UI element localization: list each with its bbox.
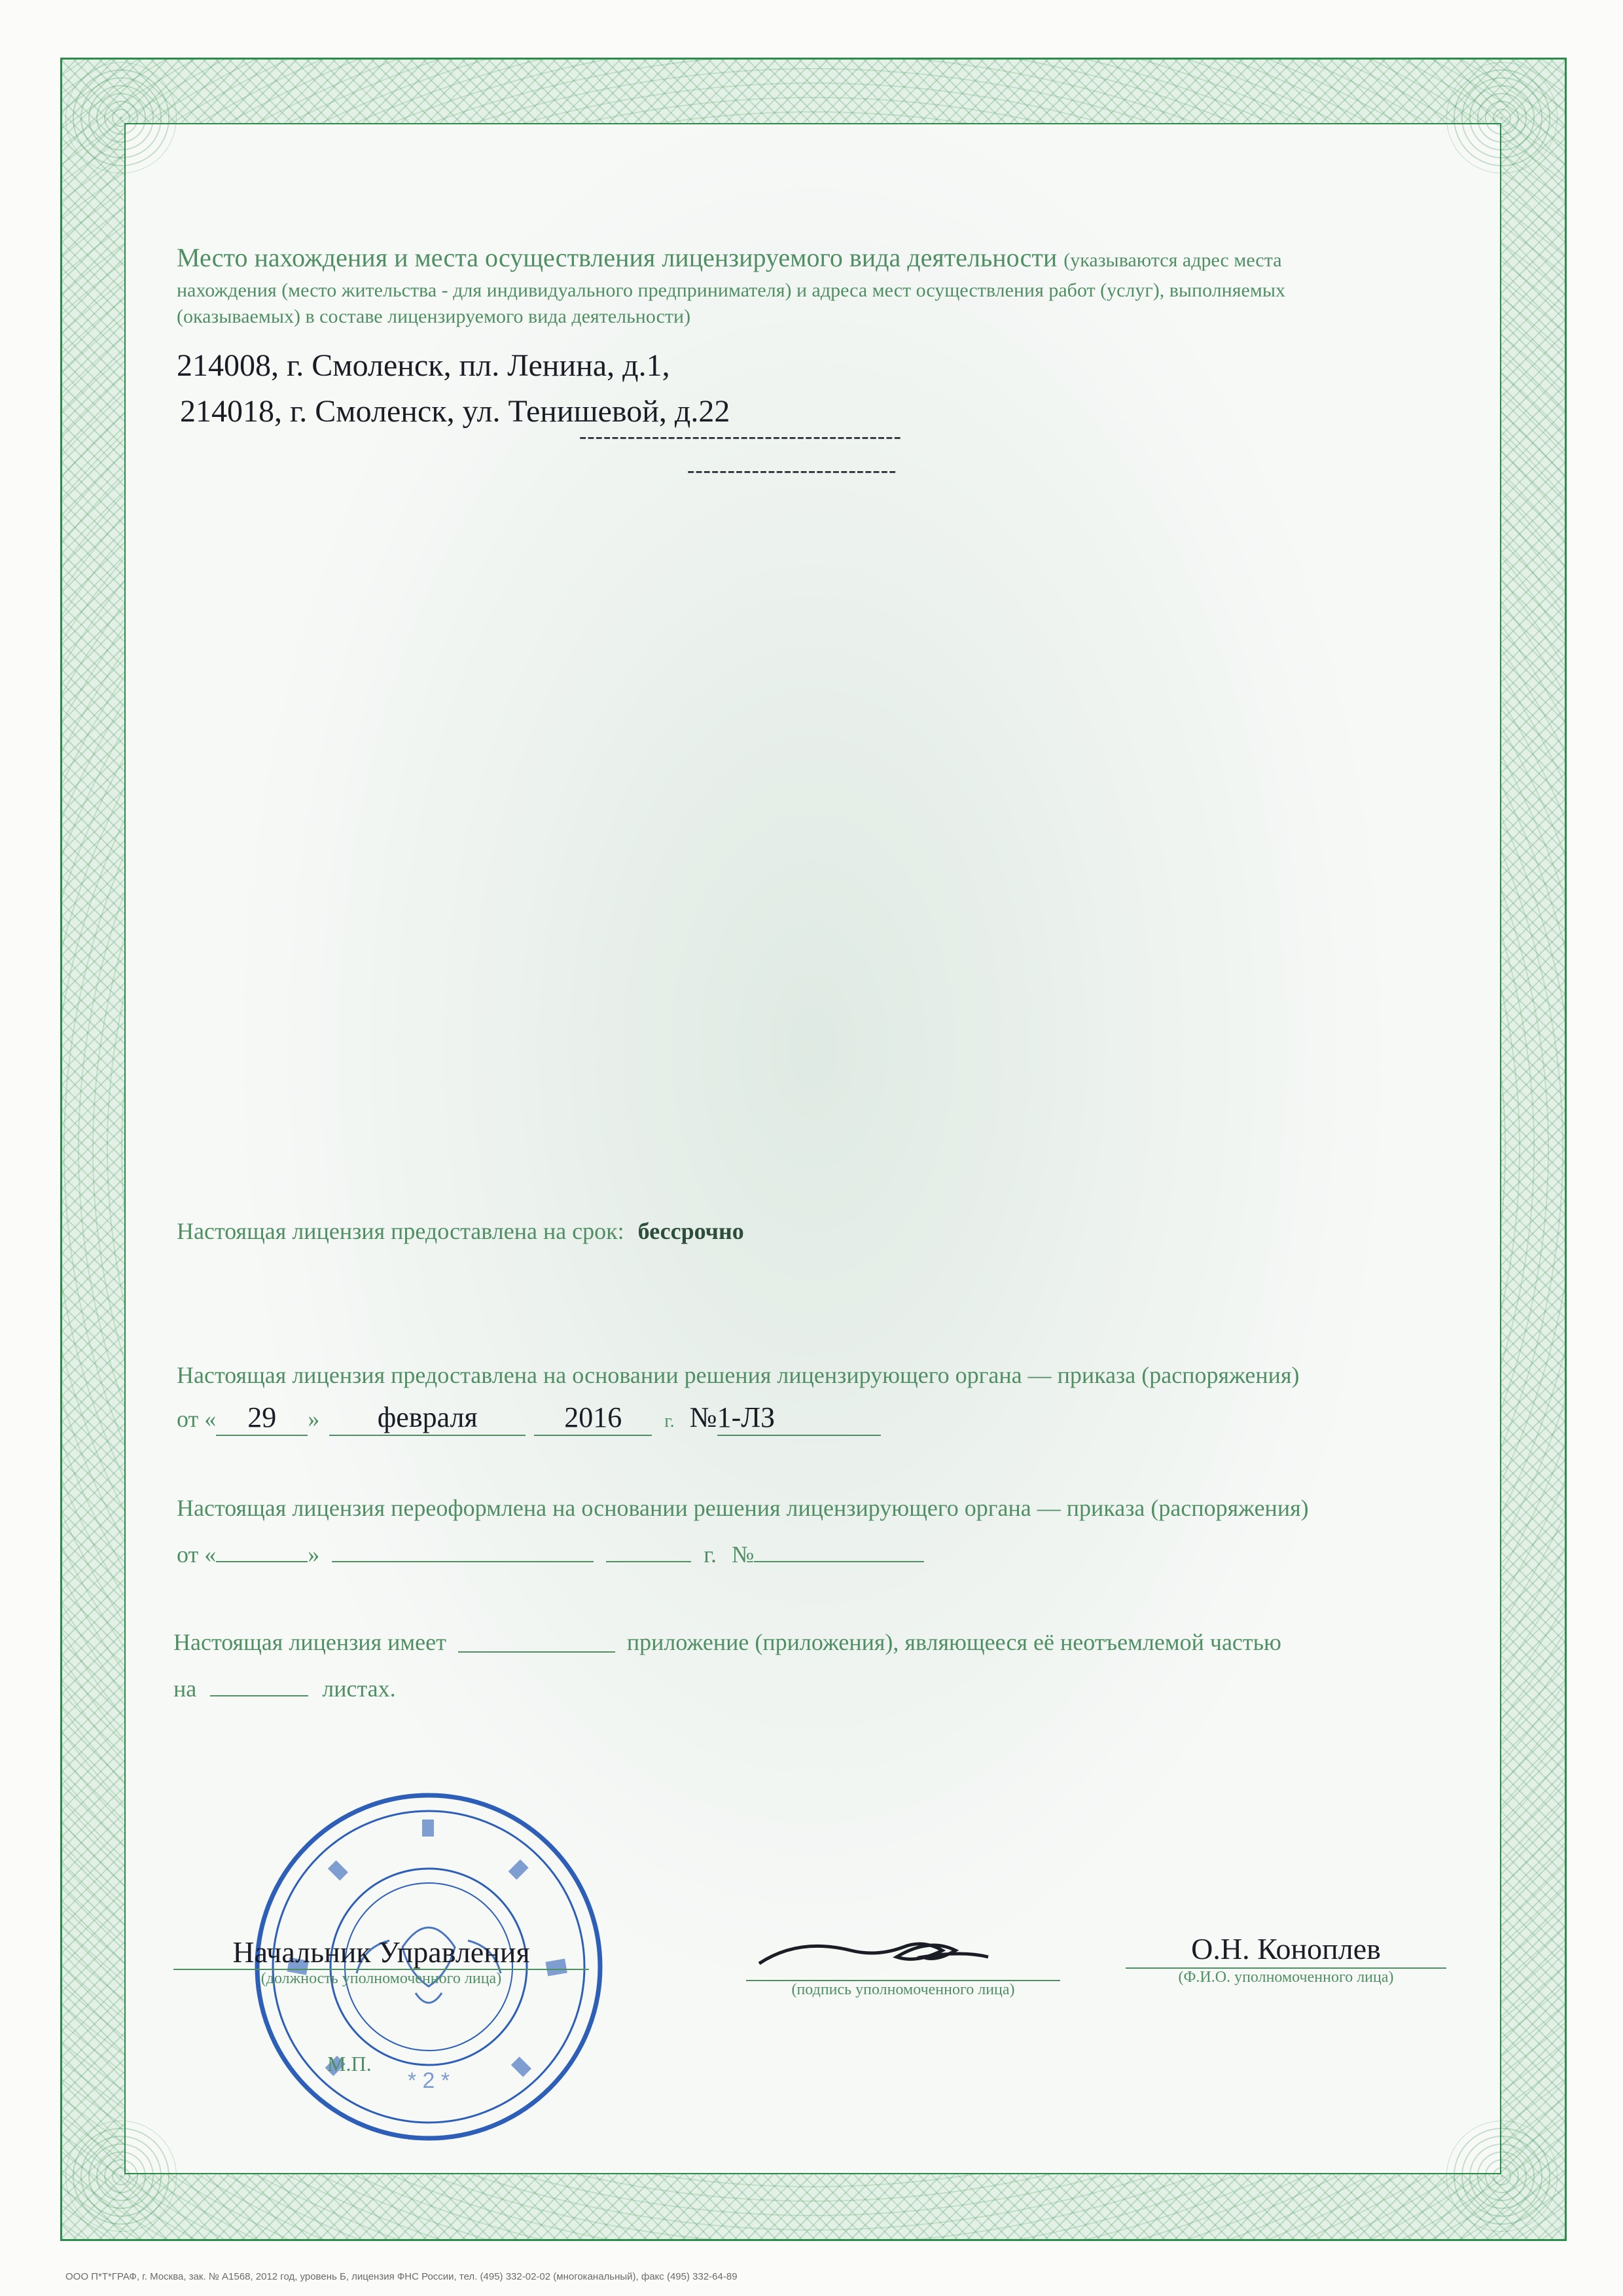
rosette-top-left: [65, 62, 177, 173]
rosette-bottom-right: [1446, 2121, 1558, 2232]
rosette-top-right: [1446, 62, 1558, 173]
appendix-count-blank: [458, 1625, 615, 1653]
basis-day: 29: [216, 1401, 308, 1436]
dashes-line-1: ----------------------------------------: [579, 424, 902, 448]
term-value: бессрочно: [637, 1218, 744, 1244]
basis-number: 1-ЛЗ: [717, 1401, 881, 1436]
name-caption: (Ф.И.О. уполномоченного лица): [1178, 1969, 1394, 1986]
header-note-line3: (оказываемых) в составе лицензируемого вида деятельности): [177, 306, 691, 327]
appendix-sheets-blank: [210, 1669, 308, 1696]
basis-month: февраля: [329, 1401, 526, 1436]
handwritten-signature: [746, 1937, 1060, 1977]
mp-mark: М.П.: [327, 2052, 372, 2075]
printer-footer: ООО П*Т*ГРАФ, г. Москва, зак. № А1568, 2012 год, уровень Б, лицензия ФНС России, тел. (495) 332-02-02 (многоканальный), факс (495) 332-64-89: [65, 2271, 738, 2282]
reissue-number-label: №: [731, 1541, 755, 1568]
position-block: [173, 1936, 589, 1988]
signature-block: [746, 1937, 1060, 1999]
reissue-label: Настоящая лицензия переоформлена на основании решения лицензирующего органа — приказа (распоряжения): [177, 1495, 1309, 1521]
basis-fill-line: [177, 1401, 881, 1439]
term-line: [177, 1214, 744, 1248]
rosette-bottom-left: [65, 2121, 177, 2232]
basis-close-quote: »: [308, 1406, 320, 1432]
basis-year-suffix: г.: [664, 1411, 675, 1431]
basis-label: Настоящая лицензия предоставлена на основании решения лицензирующего органа — приказа (распоряжения): [177, 1362, 1300, 1388]
signer-position: Начальник Управления: [232, 1935, 530, 1969]
reissue-month-blank: [332, 1535, 594, 1562]
signer-name: О.Н. Коноплев: [1191, 1932, 1381, 1965]
appendix-line-1: [173, 1625, 1463, 1659]
reissue-fill-line: [177, 1535, 924, 1571]
address-header: [177, 241, 1453, 330]
position-caption: (должность уполномоченного лица): [260, 1970, 502, 1987]
header-note-line2: нахождения (место жительства - для индивидуального предпринимателя) и адреса мест осуществления работ (услуг), выполняемых: [177, 279, 1285, 301]
appendix-text-b: приложение (приложения), являющееся её неотъемлемой частью: [626, 1629, 1281, 1655]
header-title: Место нахождения и места осуществления лицензируемого вида деятельности: [177, 243, 1058, 272]
reissue-year-blank: [606, 1535, 691, 1562]
appendix-text-c: на: [173, 1676, 197, 1702]
appendix-line-2: [173, 1669, 396, 1706]
header-note-inline: (указываются адрес места: [1063, 249, 1282, 271]
reissue-year-suffix: г.: [704, 1541, 717, 1568]
reissue-close-quote: »: [308, 1541, 320, 1568]
signature-caption: (подпись уполномоченного лица): [791, 1981, 1015, 1998]
reissue-day-blank: [216, 1535, 308, 1562]
term-label: Настоящая лицензия предоставлена на срок:: [177, 1218, 624, 1244]
address-line-1: 214008, г. Смоленск, пл. Ленина, д.1,: [177, 348, 670, 383]
reissue-from: от «: [177, 1541, 217, 1568]
address-line-2: 214018, г. Смоленск, ул. Тенишевой, д.22: [180, 394, 730, 429]
basis-year: 2016: [534, 1401, 652, 1436]
name-block: [1126, 1931, 1446, 1986]
appendix-text-d: листах.: [322, 1676, 396, 1702]
dashes-line-2: --------------------------: [687, 458, 897, 482]
reissue-number-blank: [754, 1535, 924, 1562]
svg-text:* 2 *: * 2 *: [407, 2068, 450, 2093]
basis-from: от «: [177, 1406, 217, 1432]
basis-number-label: №: [689, 1401, 717, 1433]
appendix-text-a: Настоящая лицензия имеет: [173, 1629, 446, 1655]
